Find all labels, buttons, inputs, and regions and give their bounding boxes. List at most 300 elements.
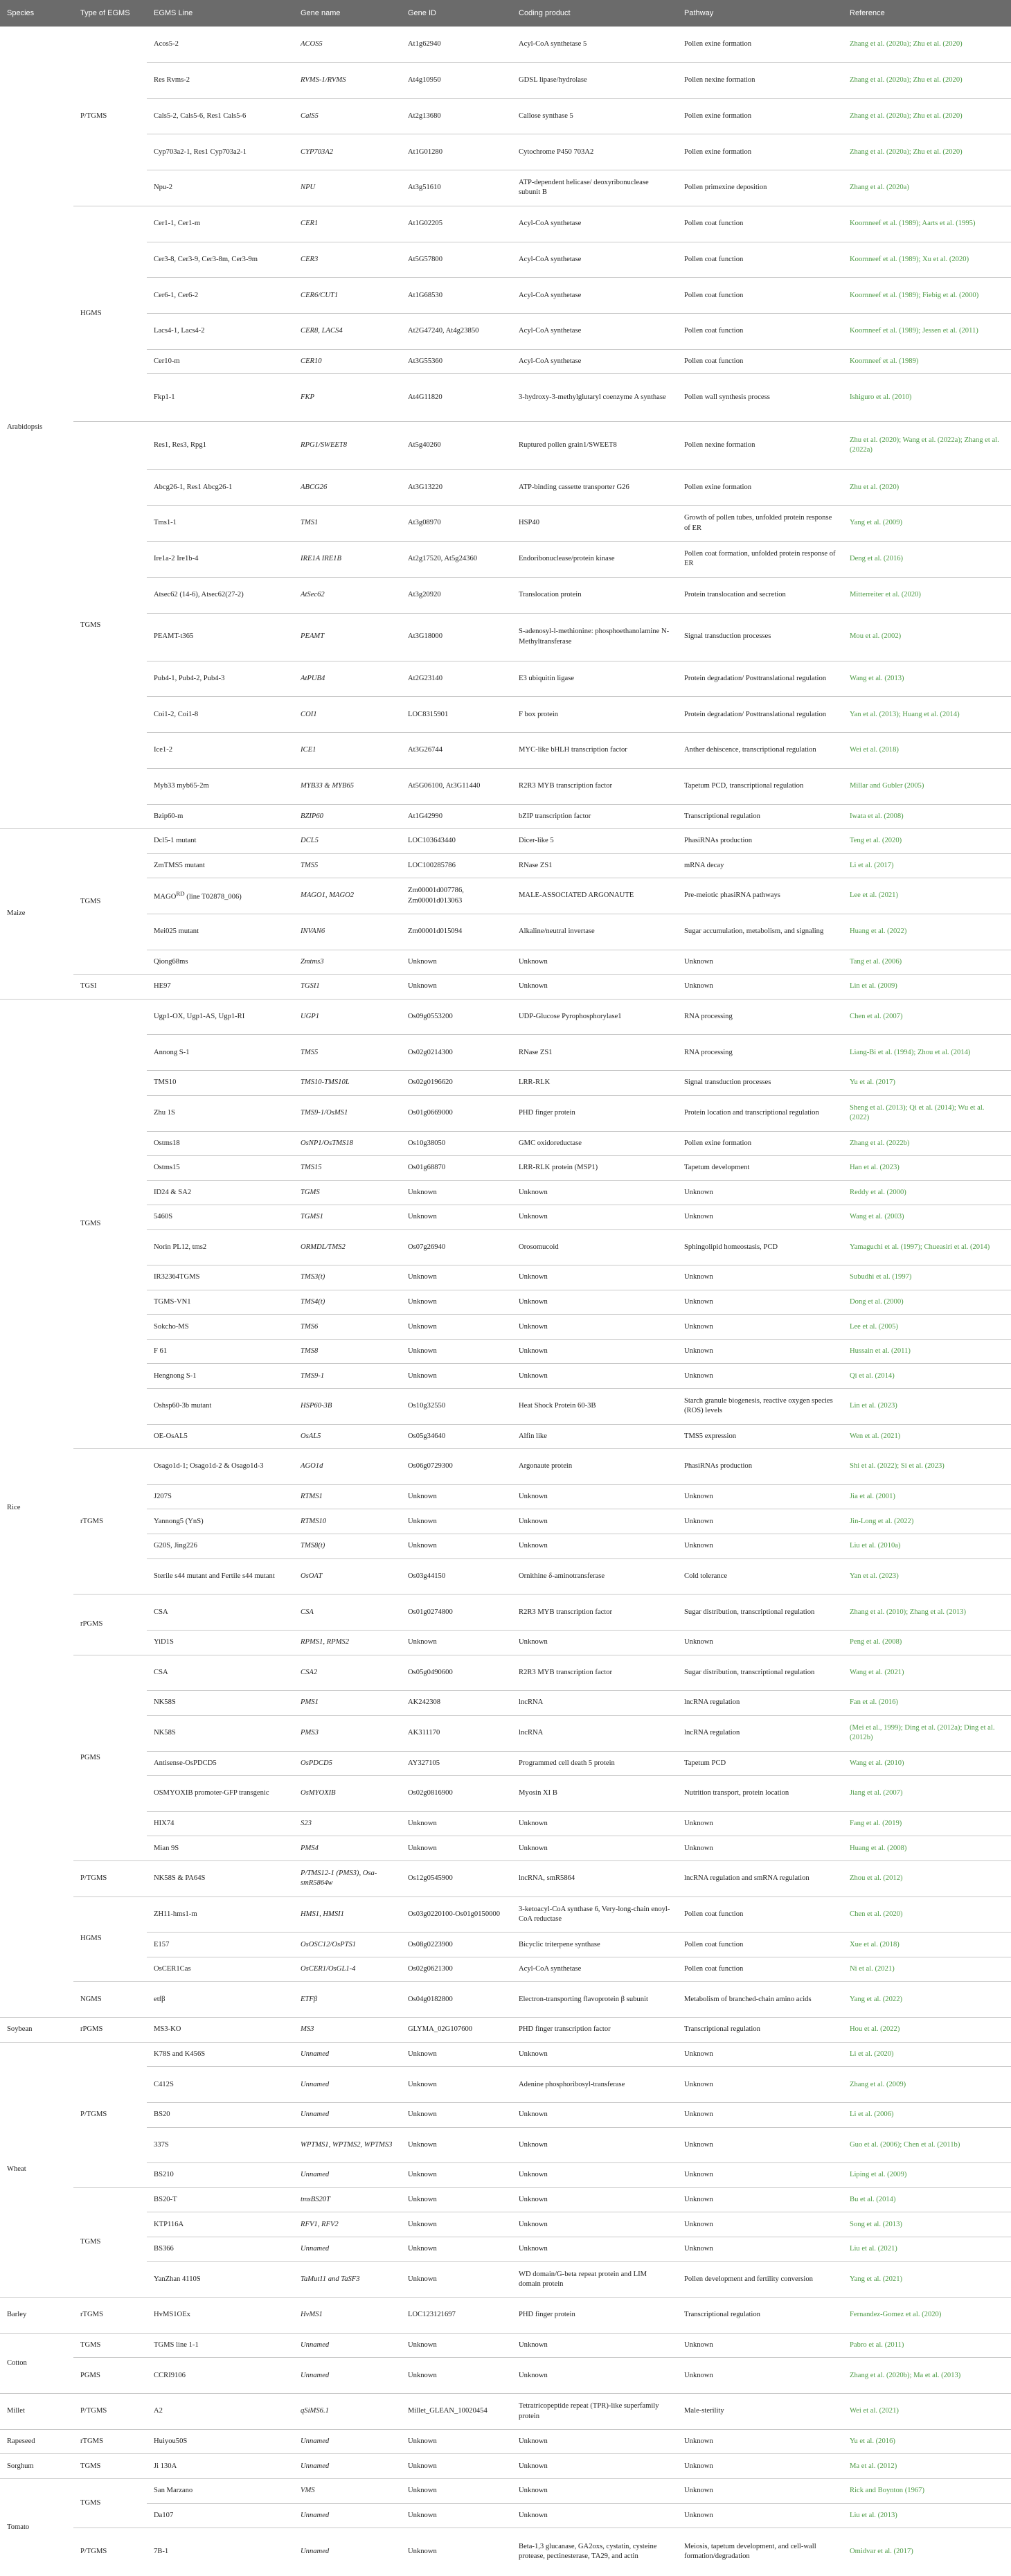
table-row — [0, 697, 1011, 733]
cell-reference: Han et al. (2023) — [843, 1156, 1011, 1181]
cell-coding-product: GDSL lipase/hydrolase — [512, 62, 677, 98]
cell-gene-id: Unknown — [401, 2333, 512, 2358]
table-row — [0, 1631, 1011, 1655]
cell-egms-line: OSMYOXIB promoter-GFP transgenic — [147, 1776, 294, 1812]
cell-egms-line: MS3-KO — [147, 2018, 294, 2043]
table-row — [0, 1982, 1011, 2018]
cell-gene-id: Os02g0621300 — [401, 1957, 512, 1982]
table-row — [0, 878, 1011, 914]
table-row — [0, 1095, 1011, 1131]
cell-coding-product: LRR-RLK — [512, 1071, 677, 1096]
cell-pathway: Unknown — [677, 1265, 843, 1290]
cell-type: TGMS — [73, 829, 147, 975]
table-row — [0, 374, 1011, 422]
cell-gene-id: Os06g0729300 — [401, 1449, 512, 1485]
cell-reference: Zhang et al. (2020a); Zhu et al. (2020) — [843, 134, 1011, 170]
cell-egms-line: HE97 — [147, 975, 294, 1000]
cell-gene-id: Os04g0182800 — [401, 1982, 512, 2018]
cell-egms-line: TMS10 — [147, 1071, 294, 1096]
cell-gene-id: GLYMA_02G107600 — [401, 2018, 512, 2043]
cell-gene-name: Unnamed — [294, 2358, 401, 2394]
cell-pathway: mRNA decay — [677, 853, 843, 878]
cell-gene-name: TaMut11 and TaSF3 — [294, 2262, 401, 2298]
cell-gene-name: Unnamed — [294, 2429, 401, 2454]
cell-gene-name: DCL5 — [294, 829, 401, 854]
cell-pathway: RNA processing — [677, 999, 843, 1035]
cell-reference: Deng et al. (2016) — [843, 541, 1011, 577]
cell-pathway: Pollen coat formation, unfolded protein response of ER — [677, 541, 843, 577]
cell-gene-name: FKP — [294, 374, 401, 422]
cell-reference: Li et al. (2006) — [843, 2103, 1011, 2128]
cell-reference: Huang et al. (2008) — [843, 1836, 1011, 1861]
cell-reference: Wang et al. (2010) — [843, 1751, 1011, 1776]
cell-coding-product: Unknown — [512, 1339, 677, 1364]
cell-egms-line: OsCER1Cas — [147, 1957, 294, 1982]
cell-coding-product: 3-ketoacyl-CoA synthase 6, Very-long-chain enoyl-CoA reductase — [512, 1897, 677, 1933]
cell-reference: Koornneef et al. (1989); Xu et al. (2020) — [843, 242, 1011, 278]
cell-gene-name: CalS5 — [294, 98, 401, 134]
cell-reference: Zhu et al. (2020); Wang et al. (2022a); Zhang et al. (2022a) — [843, 422, 1011, 470]
cell-pathway: Pollen coat function — [677, 206, 843, 242]
cell-reference: Fernandez-Gomez et al. (2020) — [843, 2298, 1011, 2334]
cell-pathway: Unknown — [677, 2187, 843, 2212]
table-row — [0, 1205, 1011, 1230]
cell-egms-line: Res Rvms-2 — [147, 62, 294, 98]
cell-pathway: Protein translocation and secretion — [677, 577, 843, 613]
cell-pathway: Metabolism of branched-chain amino acids — [677, 1982, 843, 2018]
table-row — [0, 1897, 1011, 1933]
cell-gene-id: Unknown — [401, 950, 512, 975]
cell-egms-line: CSA — [147, 1595, 294, 1631]
cell-gene-id: At3G55360 — [401, 349, 512, 374]
cell-pathway: Pollen exine formation — [677, 27, 843, 63]
cell-reference: Zhang et al. (2020a); Zhu et al. (2020) — [843, 27, 1011, 63]
cell-gene-id: At1G01280 — [401, 134, 512, 170]
cell-gene-id: Os10g32550 — [401, 1388, 512, 1424]
cell-pathway: Transcriptional regulation — [677, 2298, 843, 2334]
table-row — [0, 1860, 1011, 1897]
cell-coding-product: Cytochrome P450 703A2 — [512, 134, 677, 170]
cell-egms-line: NK58S — [147, 1691, 294, 1716]
cell-coding-product: Unknown — [512, 2212, 677, 2237]
cell-gene-id: AK311170 — [401, 1715, 512, 1751]
cell-pathway: Pollen coat function — [677, 242, 843, 278]
cell-gene-id: Unknown — [401, 1205, 512, 1230]
cell-egms-line: BS210 — [147, 2163, 294, 2188]
table-row — [0, 1751, 1011, 1776]
table-row — [0, 1715, 1011, 1751]
cell-species: Barley — [0, 2298, 73, 2334]
cell-pathway: Pollen development and fertility conversion — [677, 2262, 843, 2298]
cell-type: TGMS — [73, 422, 147, 829]
cell-coding-product: R2R3 MYB transcription factor — [512, 1595, 677, 1631]
cell-gene-name: CER6/CUT1 — [294, 278, 401, 314]
cell-type: HGMS — [73, 1897, 147, 1982]
table-body — [0, 27, 1011, 2576]
cell-gene-name: NPU — [294, 170, 401, 206]
cell-pathway: Unknown — [677, 2212, 843, 2237]
cell-coding-product: lncRNA — [512, 1691, 677, 1716]
cell-egms-line: C412S — [147, 2067, 294, 2103]
cell-coding-product: Orosomucoid — [512, 1229, 677, 1265]
cell-gene-name: PMS1 — [294, 1691, 401, 1716]
cell-pathway: lncRNA regulation and smRNA regulation — [677, 1860, 843, 1897]
cell-reference: Sheng et al. (2013); Qi et al. (2014); Wu et al. (2022) — [843, 1095, 1011, 1131]
cell-gene-id: AK242308 — [401, 1691, 512, 1716]
cell-gene-name: TMS9-1/OsMS1 — [294, 1095, 401, 1131]
table-row — [0, 1424, 1011, 1449]
cell-reference: Wang et al. (2013) — [843, 661, 1011, 697]
cell-egms-line: HvMS1OEx — [147, 2298, 294, 2334]
cell-gene-id: LOC123121697 — [401, 2298, 512, 2334]
table-row — [0, 1339, 1011, 1364]
cell-coding-product: Myosin XI B — [512, 1776, 677, 1812]
cell-species: Maize — [0, 829, 73, 1000]
cell-coding-product: Dicer-like 5 — [512, 829, 677, 854]
cell-gene-id: At1G02205 — [401, 206, 512, 242]
cell-species: Arabidopsis — [0, 27, 73, 829]
cell-egms-line: Yannong5 (YnS) — [147, 1509, 294, 1534]
cell-gene-name: OsNP1/OsTMS18 — [294, 1131, 401, 1156]
cell-reference: Jia et al. (2001) — [843, 1484, 1011, 1509]
table-row — [0, 2042, 1011, 2067]
cell-reference: Ishiguro et al. (2010) — [843, 374, 1011, 422]
cell-egms-line: Norin PL12, tms2 — [147, 1229, 294, 1265]
cell-gene-name: Unnamed — [294, 2528, 401, 2576]
cell-gene-name: AtPUB4 — [294, 661, 401, 697]
cell-reference: Jiang et al. (2007) — [843, 1776, 1011, 1812]
table-row — [0, 278, 1011, 314]
cell-pathway: Unknown — [677, 2333, 843, 2358]
cell-coding-product: Tetratricopeptide repeat (TPR)-like superfamily protein — [512, 2394, 677, 2430]
cell-reference: Lin et al. (2009) — [843, 975, 1011, 1000]
cell-reference: Zhang et al. (2022b) — [843, 1131, 1011, 1156]
cell-coding-product: Unknown — [512, 2163, 677, 2188]
cell-pathway: Unknown — [677, 2163, 843, 2188]
cell-gene-id: At3G13220 — [401, 470, 512, 506]
cell-pathway: Transcriptional regulation — [677, 804, 843, 829]
cell-pathway: lncRNA regulation — [677, 1691, 843, 1716]
cell-gene-name: TGMS1 — [294, 1205, 401, 1230]
cell-gene-id: Unknown — [401, 2103, 512, 2128]
cell-reference: Yan et al. (2013); Huang et al. (2014) — [843, 697, 1011, 733]
cell-egms-line: J207S — [147, 1484, 294, 1509]
cell-gene-id: At4G11820 — [401, 374, 512, 422]
cell-reference: Mitterreiter et al. (2020) — [843, 577, 1011, 613]
cell-gene-name: BZIP60 — [294, 804, 401, 829]
cell-egms-line: Ji 130A — [147, 2454, 294, 2479]
table-row — [0, 613, 1011, 661]
cell-gene-name: OsCER1/OsGL1-4 — [294, 1957, 401, 1982]
cell-type: TGMS — [73, 2454, 147, 2479]
cell-egms-line: BS20-T — [147, 2187, 294, 2212]
cell-coding-product: Unknown — [512, 1484, 677, 1509]
cell-egms-line: Huiyou50S — [147, 2429, 294, 2454]
cell-gene-id: Zm00001d007786, Zm00001d013063 — [401, 878, 512, 914]
cell-coding-product: Acyl-CoA synthetase — [512, 278, 677, 314]
cell-coding-product: LRR-RLK protein (MSP1) — [512, 1156, 677, 1181]
cell-egms-line: G20S, Jing226 — [147, 1534, 294, 1558]
cell-species: Rice — [0, 999, 73, 2018]
cell-pathway: Sphingolipid homeostasis, PCD — [677, 1229, 843, 1265]
cell-pathway: Tapetum development — [677, 1156, 843, 1181]
cell-pathway: Unknown — [677, 1180, 843, 1205]
cell-gene-id: Unknown — [401, 1484, 512, 1509]
cell-coding-product: PHD finger protein — [512, 1095, 677, 1131]
cell-gene-id: Zm00001d015094 — [401, 914, 512, 950]
cell-egms-line: Sterile s44 mutant and Fertile s44 mutant — [147, 1558, 294, 1595]
header-coding-product: Coding product — [512, 0, 677, 27]
cell-gene-name: TMS4(t) — [294, 1290, 401, 1315]
cell-pathway: Pollen wall synthesis process — [677, 374, 843, 422]
cell-gene-name: VMS — [294, 2478, 401, 2503]
cell-coding-product: PHD finger protein — [512, 2298, 677, 2334]
cell-gene-id: At2G47240, At4g23850 — [401, 314, 512, 350]
table-row — [0, 853, 1011, 878]
cell-coding-product: Unknown — [512, 2042, 677, 2067]
table-row — [0, 1449, 1011, 1485]
cell-coding-product: E3 ubiquitin ligase — [512, 661, 677, 697]
cell-egms-line: Antisense-OsPDCD5 — [147, 1751, 294, 1776]
cell-gene-name: TGMS — [294, 1180, 401, 1205]
cell-pathway: Unknown — [677, 2429, 843, 2454]
cell-coding-product: Heat Shock Protein 60-3B — [512, 1388, 677, 1424]
cell-egms-line: Oshsp60-3b mutant — [147, 1388, 294, 1424]
cell-gene-name: TMS8(t) — [294, 1534, 401, 1558]
table-row — [0, 1388, 1011, 1424]
cell-reference: (Mei et al., 1999); Ding et al. (2012a); Ding et al. (2012b) — [843, 1715, 1011, 1751]
cell-pathway: PhasiRNAs production — [677, 1449, 843, 1485]
table-row — [0, 999, 1011, 1035]
cell-egms-line: HIX74 — [147, 1811, 294, 1836]
table-row — [0, 1131, 1011, 1156]
table-row — [0, 2163, 1011, 2188]
cell-gene-name: ORMDL/TMS2 — [294, 1229, 401, 1265]
cell-type: PGMS — [73, 2358, 147, 2394]
cell-pathway: Pollen exine formation — [677, 98, 843, 134]
cell-reference: Zhang et al. (2020a); Zhu et al. (2020) — [843, 98, 1011, 134]
cell-gene-id: Os01g68870 — [401, 1156, 512, 1181]
cell-pathway: RNA processing — [677, 1035, 843, 1071]
table-row — [0, 1655, 1011, 1691]
cell-gene-name: TMS5 — [294, 1035, 401, 1071]
cell-pathway: Unknown — [677, 2042, 843, 2067]
cell-coding-product: Unknown — [512, 1509, 677, 1534]
table-row — [0, 98, 1011, 134]
cell-coding-product: PHD finger transcription factor — [512, 2018, 677, 2043]
cell-gene-id: Unknown — [401, 1364, 512, 1389]
cell-gene-id: Unknown — [401, 2429, 512, 2454]
cell-coding-product: Unknown — [512, 2237, 677, 2262]
table-row — [0, 1364, 1011, 1389]
cell-gene-name: Unnamed — [294, 2067, 401, 2103]
cell-gene-id: Os02g0196620 — [401, 1071, 512, 1096]
table-row — [0, 661, 1011, 697]
cell-species: Cotton — [0, 2333, 73, 2393]
cell-gene-id: LOC8315901 — [401, 697, 512, 733]
cell-gene-name: Unnamed — [294, 2042, 401, 2067]
table-row — [0, 733, 1011, 769]
table-row — [0, 206, 1011, 242]
table-row — [0, 577, 1011, 613]
cell-egms-line: CCRI9106 — [147, 2358, 294, 2394]
cell-gene-id: Unknown — [401, 1339, 512, 1364]
cell-gene-name: COI1 — [294, 697, 401, 733]
cell-reference: Yang et al. (2022) — [843, 1982, 1011, 2018]
cell-gene-name: CYP703A2 — [294, 134, 401, 170]
cell-gene-name: Unnamed — [294, 2454, 401, 2479]
cell-egms-line: ID24 & SA2 — [147, 1180, 294, 1205]
cell-gene-name: TMS6 — [294, 1315, 401, 1340]
table-row — [0, 242, 1011, 278]
cell-gene-name: qSiMS6.1 — [294, 2394, 401, 2430]
cell-egms-line: A2 — [147, 2394, 294, 2430]
cell-gene-id: Unknown — [401, 2478, 512, 2503]
cell-egms-line: NK58S & PA64S — [147, 1860, 294, 1897]
table-row — [0, 1957, 1011, 1982]
cell-pathway: Unknown — [677, 2503, 843, 2528]
cell-egms-line: Lacs4-1, Lacs4-2 — [147, 314, 294, 350]
cell-reference: Hussain et al. (2011) — [843, 1339, 1011, 1364]
cell-coding-product: Unknown — [512, 1811, 677, 1836]
table-row — [0, 2358, 1011, 2394]
table-row — [0, 768, 1011, 804]
cell-type: P/TGMS — [73, 1860, 147, 1897]
table-row — [0, 2103, 1011, 2128]
cell-gene-id: LOC100285786 — [401, 853, 512, 878]
cell-coding-product: Beta-1,3 glucanase, GA2oxs, cystatin, cysteine protease, pectinesterase, TA29, and actin — [512, 2528, 677, 2576]
cell-coding-product: Unknown — [512, 2429, 677, 2454]
cell-coding-product: WD domain/G-beta repeat protein and LIM domain protein — [512, 2262, 677, 2298]
cell-reference: Rick and Boynton (1967) — [843, 2478, 1011, 2503]
cell-coding-product: Unknown — [512, 1315, 677, 1340]
cell-pathway: Transcriptional regulation — [677, 2018, 843, 2043]
table-row — [0, 1534, 1011, 1558]
cell-species: Millet — [0, 2394, 73, 2430]
cell-type: TGMS — [73, 999, 147, 1449]
cell-gene-id: At3G18000 — [401, 613, 512, 661]
cell-coding-product: Unknown — [512, 2127, 677, 2163]
cell-gene-id: Unknown — [401, 1290, 512, 1315]
cell-gene-name: RPMS1, RPMS2 — [294, 1631, 401, 1655]
table-row — [0, 1035, 1011, 1071]
cell-gene-id: Unknown — [401, 2528, 512, 2576]
table-row — [0, 2478, 1011, 2503]
table-row — [0, 2262, 1011, 2298]
cell-pathway: Pre-meiotic phasiRNA pathways — [677, 878, 843, 914]
cell-reference: Fang et al. (2019) — [843, 1811, 1011, 1836]
cell-reference: Lee et al. (2021) — [843, 878, 1011, 914]
cell-gene-name: CER1 — [294, 206, 401, 242]
cell-egms-line: Dcl5-1 mutant — [147, 829, 294, 854]
table-row — [0, 1691, 1011, 1716]
cell-gene-name: RFV1, RFV2 — [294, 2212, 401, 2237]
table-row — [0, 1484, 1011, 1509]
cell-gene-id: Os05g34640 — [401, 1424, 512, 1449]
table-row — [0, 2067, 1011, 2103]
cell-pathway: Unknown — [677, 1205, 843, 1230]
cell-coding-product: Unknown — [512, 1290, 677, 1315]
cell-egms-line: $MAGO^{RD}$ (line T02878_006) — [147, 878, 294, 914]
cell-reference: Li et al. (2020) — [843, 2042, 1011, 2067]
cell-gene-name: HSP60-3B — [294, 1388, 401, 1424]
cell-egms-line: TGMS-VN1 — [147, 1290, 294, 1315]
cell-type: P/TGMS — [73, 2394, 147, 2430]
cell-coding-product: Adenine phosphoribosyl-transferase — [512, 2067, 677, 2103]
cell-egms-line: PEAMT-t365 — [147, 613, 294, 661]
cell-egms-line: Cer3-8, Cer3-9, Cer3-8m, Cer3-9m — [147, 242, 294, 278]
cell-pathway: Protein degradation/ Posttranslational regulation — [677, 697, 843, 733]
cell-pathway: Pollen coat function — [677, 278, 843, 314]
cell-reference: Subudhi et al. (1997) — [843, 1265, 1011, 1290]
cell-reference: Tang et al. (2006) — [843, 950, 1011, 975]
table-row — [0, 2187, 1011, 2212]
table-row — [0, 1836, 1011, 1861]
cell-gene-name: CSA — [294, 1595, 401, 1631]
cell-reference: Yang et al. (2009) — [843, 506, 1011, 542]
cell-gene-name: tmsBS20T — [294, 2187, 401, 2212]
cell-coding-product: Unknown — [512, 950, 677, 975]
cell-coding-product: Unknown — [512, 1265, 677, 1290]
cell-gene-id: At5G57800 — [401, 242, 512, 278]
cell-gene-id: Unknown — [401, 2503, 512, 2528]
table-row — [0, 2237, 1011, 2262]
cell-egms-line: Cyp703a2-1, Res1 Cyp703a2-1 — [147, 134, 294, 170]
cell-reference: Song et al. (2013) — [843, 2212, 1011, 2237]
cell-coding-product: 3-hydroxy-3-methylglutaryl coenzyme A synthase — [512, 374, 677, 422]
cell-gene-id: Unknown — [401, 2358, 512, 2394]
cell-gene-name: WPTMS1, WPTMS2, WPTMS3 — [294, 2127, 401, 2163]
cell-gene-id: At3g20920 — [401, 577, 512, 613]
cell-gene-name: ACOS5 — [294, 27, 401, 63]
cell-coding-product: Argonaute protein — [512, 1449, 677, 1485]
cell-gene-name: MS3 — [294, 2018, 401, 2043]
cell-reference: Chen et al. (2020) — [843, 1897, 1011, 1933]
cell-pathway: Anther dehiscence, transcriptional regulation — [677, 733, 843, 769]
cell-pathway: Unknown — [677, 1339, 843, 1364]
table-row — [0, 1776, 1011, 1812]
cell-pathway: Unknown — [677, 1315, 843, 1340]
cell-coding-product: Unknown — [512, 2358, 677, 2394]
header-gene-name: Gene name — [294, 0, 401, 27]
cell-coding-product: Unknown — [512, 1180, 677, 1205]
cell-coding-product: R2R3 MYB transcription factor — [512, 768, 677, 804]
cell-reference: Dong et al. (2000) — [843, 1290, 1011, 1315]
cell-pathway: Nutrition transport, protein location — [677, 1776, 843, 1812]
table-row — [0, 2454, 1011, 2479]
cell-pathway: TMS5 expression — [677, 1424, 843, 1449]
cell-egms-line: Pub4-1, Pub4-2, Pub4-3 — [147, 661, 294, 697]
cell-gene-id: AY327105 — [401, 1751, 512, 1776]
cell-reference: Peng et al. (2008) — [843, 1631, 1011, 1655]
cell-coding-product: Acyl-CoA synthetase — [512, 314, 677, 350]
cell-reference: Wen et al. (2021) — [843, 1424, 1011, 1449]
cell-reference: Guo et al. (2006); Chen et al. (2011b) — [843, 2127, 1011, 2163]
cell-egms-line: BS20 — [147, 2103, 294, 2128]
cell-pathway: Unknown — [677, 975, 843, 1000]
cell-coding-product: R2R3 MYB transcription factor — [512, 1655, 677, 1691]
cell-pathway: Unknown — [677, 1534, 843, 1558]
table-row — [0, 170, 1011, 206]
cell-coding-product: lncRNA — [512, 1715, 677, 1751]
cell-egms-line: Res1, Res3, Rpg1 — [147, 422, 294, 470]
cell-gene-id: Unknown — [401, 1836, 512, 1861]
cell-coding-product: Ruptured pollen grain1/SWEET8 — [512, 422, 677, 470]
cell-coding-product: Ornithine δ-aminotransferase — [512, 1558, 677, 1595]
table-row — [0, 950, 1011, 975]
cell-coding-product: Unknown — [512, 2333, 677, 2358]
cell-gene-name: P/TMS12-1 (PMS3), Osa-smR5864w — [294, 1860, 401, 1897]
